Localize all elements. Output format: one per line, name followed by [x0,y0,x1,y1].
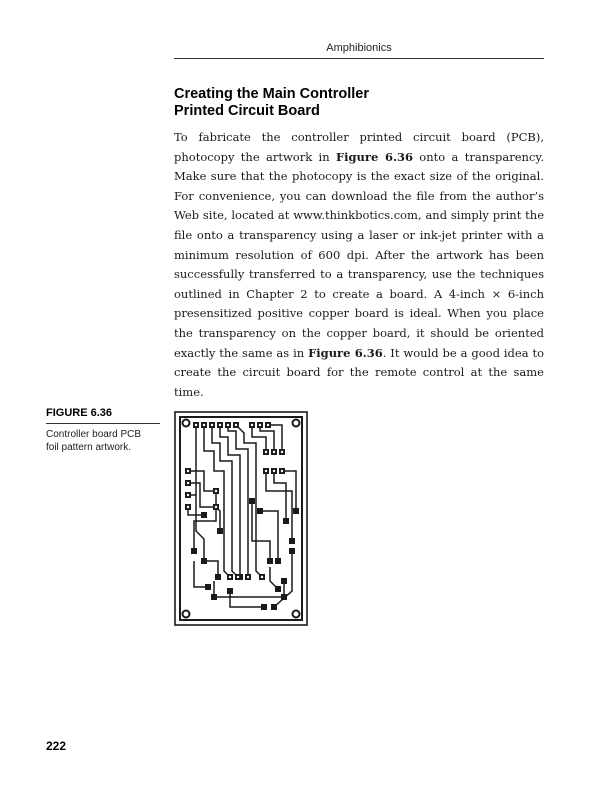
page-number: 222 [46,739,67,753]
header-rule [174,58,544,59]
section-title-line-1: Creating the Main Controller [174,86,369,102]
figure-reference: Figure 6.36 [335,149,413,164]
figure-rule [46,423,160,424]
pcb-artwork-figure [174,411,308,626]
figure-reference: Figure 6.36 [308,345,383,360]
section-title-line-2: Printed Circuit Board [174,103,320,119]
paragraph-text-1: To fabricate the controller printed circuit board (PCB), photocopy the artwork in [174,130,544,164]
paragraph-text-2: onto a transparency. Make sure that the photocopy is the exact size of the original. For convenience, you can download the file from the author’s Web site, located at www.thinkbotics.com, and simply print the file onto a transparency using a laser or ink-jet printer with a minimum resolution of 600 dpi. After the artwork has been successfully transferred to a transparency, use the techniques outlined in Chapter 2 to create a board. A 4-inch × 6-inch presensitized positive copper board is ideal. When you place the transparency on the copper board, it should be oriented exactly the same as in [174,149,544,360]
paragraph-text-3: . It would be a good idea to create the circuit board for the remote control at the same time. [174,345,545,399]
body-paragraph [174,128,544,402]
figure-caption: Controller board PCB foil pattern artwork. [46,429,142,453]
pcb-foil-pattern [174,411,308,626]
running-head: Amphibionics [326,42,392,54]
section-title [174,86,544,120]
figure-label: FIGURE 6.36 [46,407,113,419]
